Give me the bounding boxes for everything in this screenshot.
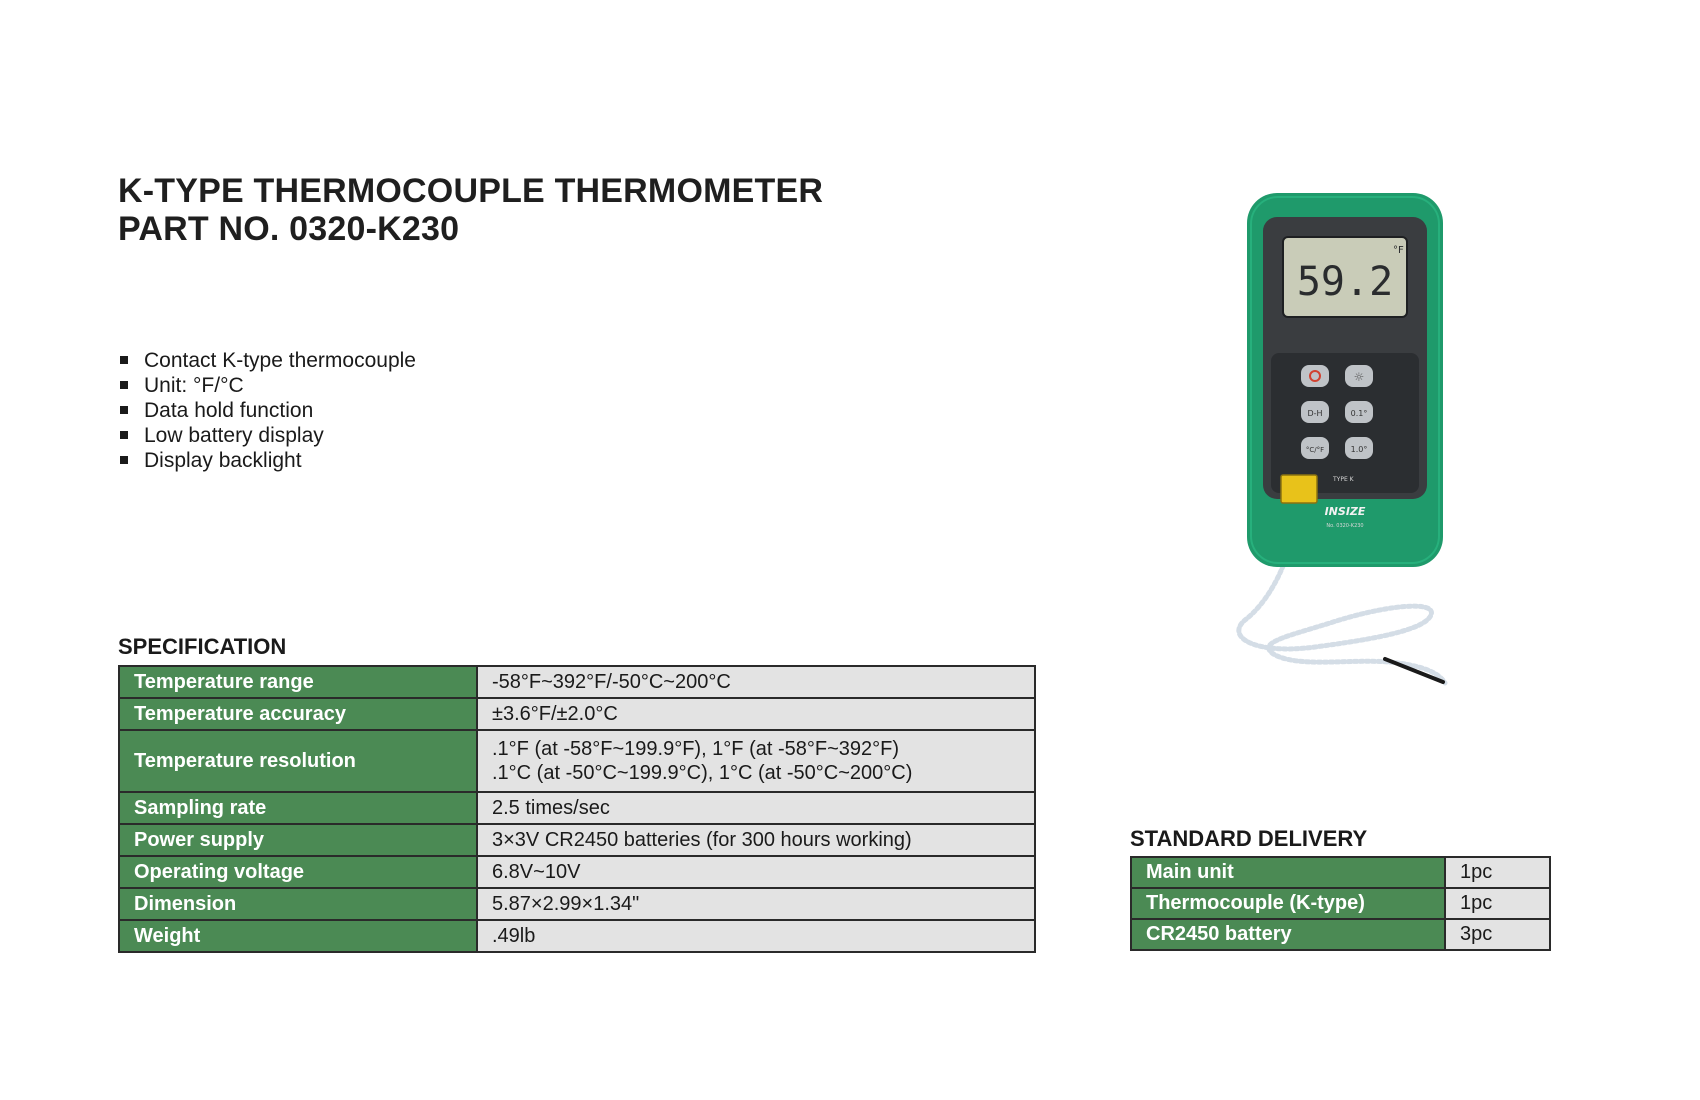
spec-value-line: .1°F (at -58°F~199.9°F), 1°F (at -58°F~392°F): [492, 738, 900, 760]
feature-text: Low battery display: [144, 424, 324, 447]
button-label: °C/°F: [1305, 446, 1325, 454]
backlight-button[interactable]: [1345, 365, 1373, 387]
spec-label: Temperature range: [119, 666, 477, 698]
spec-value: 6.8V~10V: [477, 856, 1035, 888]
resolution-10-button[interactable]: [1345, 437, 1373, 459]
spec-label: Weight: [119, 920, 477, 952]
table-row: [119, 730, 1035, 792]
feature-item: [118, 398, 416, 423]
table-row: [1131, 857, 1550, 888]
thermocouple-plug: [1281, 475, 1317, 503]
button-label: 1.0°: [1350, 445, 1368, 454]
feature-text: Data hold function: [144, 399, 314, 422]
lcd-unit: °F: [1393, 245, 1404, 256]
standard-delivery-heading: STANDARD DELIVERY: [1130, 826, 1368, 851]
feature-item: [118, 423, 416, 448]
square-bullet-icon: [120, 406, 128, 414]
sun-icon: ☼: [1353, 370, 1365, 384]
table-row: [119, 856, 1035, 888]
delivery-item: CR2450 battery: [1131, 919, 1445, 950]
table-row: [119, 698, 1035, 730]
specification-table: [118, 665, 1036, 953]
resolution-01-button[interactable]: [1345, 401, 1373, 423]
spec-value: 5.87×2.99×1.34": [477, 888, 1035, 920]
brand-logo: INSIZE: [1324, 505, 1366, 518]
feature-list: [118, 348, 416, 473]
table-row: [1131, 919, 1550, 950]
square-bullet-icon: [120, 381, 128, 389]
delivery-qty: 1pc: [1445, 857, 1550, 888]
model-number: No. 0320-K230: [1326, 523, 1364, 529]
spec-label: Operating voltage: [119, 856, 477, 888]
product-title: K-TYPE THERMOCOUPLE THERMOMETER: [118, 172, 824, 210]
standard-delivery-table: [1130, 856, 1551, 951]
data-hold-button[interactable]: [1301, 401, 1329, 423]
feature-item: [118, 448, 416, 473]
square-bullet-icon: [120, 456, 128, 464]
spec-label: Power supply: [119, 824, 477, 856]
table-row: [119, 888, 1035, 920]
thermometer-product-image: [1235, 185, 1475, 745]
spec-value: -58°F~392°F/-50°C~200°C: [477, 666, 1035, 698]
power-button[interactable]: [1301, 365, 1329, 387]
square-bullet-icon: [120, 431, 128, 439]
probe-type-label: TYPE K: [1333, 476, 1354, 483]
spec-label: Sampling rate: [119, 792, 477, 824]
feature-item: [118, 373, 416, 398]
spec-label: Dimension: [119, 888, 477, 920]
square-bullet-icon: [120, 356, 128, 364]
button-label: D-H: [1307, 409, 1323, 418]
table-row: [119, 920, 1035, 952]
table-row: [119, 666, 1035, 698]
delivery-item: Main unit: [1131, 857, 1445, 888]
button-label: 0.1°: [1350, 409, 1368, 418]
specification-heading: SPECIFICATION: [118, 634, 287, 659]
spec-label: Temperature resolution: [119, 730, 477, 792]
spec-value: [477, 730, 1035, 792]
delivery-item: Thermocouple (K-type): [1131, 888, 1445, 919]
spec-label: Temperature accuracy: [119, 698, 477, 730]
feature-text: Display backlight: [144, 449, 302, 472]
spec-value-line: .1°C (at -50°C~199.9°C), 1°C (at -50°C~200°C): [492, 762, 913, 784]
spec-value: ±3.6°F/±2.0°C: [477, 698, 1035, 730]
unit-toggle-button[interactable]: [1301, 437, 1329, 459]
lcd-reading: 59.2: [1296, 259, 1394, 305]
delivery-qty: 1pc: [1445, 888, 1550, 919]
table-row: [1131, 888, 1550, 919]
part-number: PART NO. 0320-K230: [118, 210, 460, 248]
table-row: [119, 824, 1035, 856]
delivery-qty: 3pc: [1445, 919, 1550, 950]
spec-value: 2.5 times/sec: [477, 792, 1035, 824]
feature-text: Contact K-type thermocouple: [144, 349, 416, 372]
feature-item: [118, 348, 416, 373]
feature-text: Unit: °F/°C: [144, 374, 244, 397]
page-title: [118, 172, 823, 248]
spec-value: .49lb: [477, 920, 1035, 952]
spec-value: 3×3V CR2450 batteries (for 300 hours working): [477, 824, 1035, 856]
table-row: [119, 792, 1035, 824]
